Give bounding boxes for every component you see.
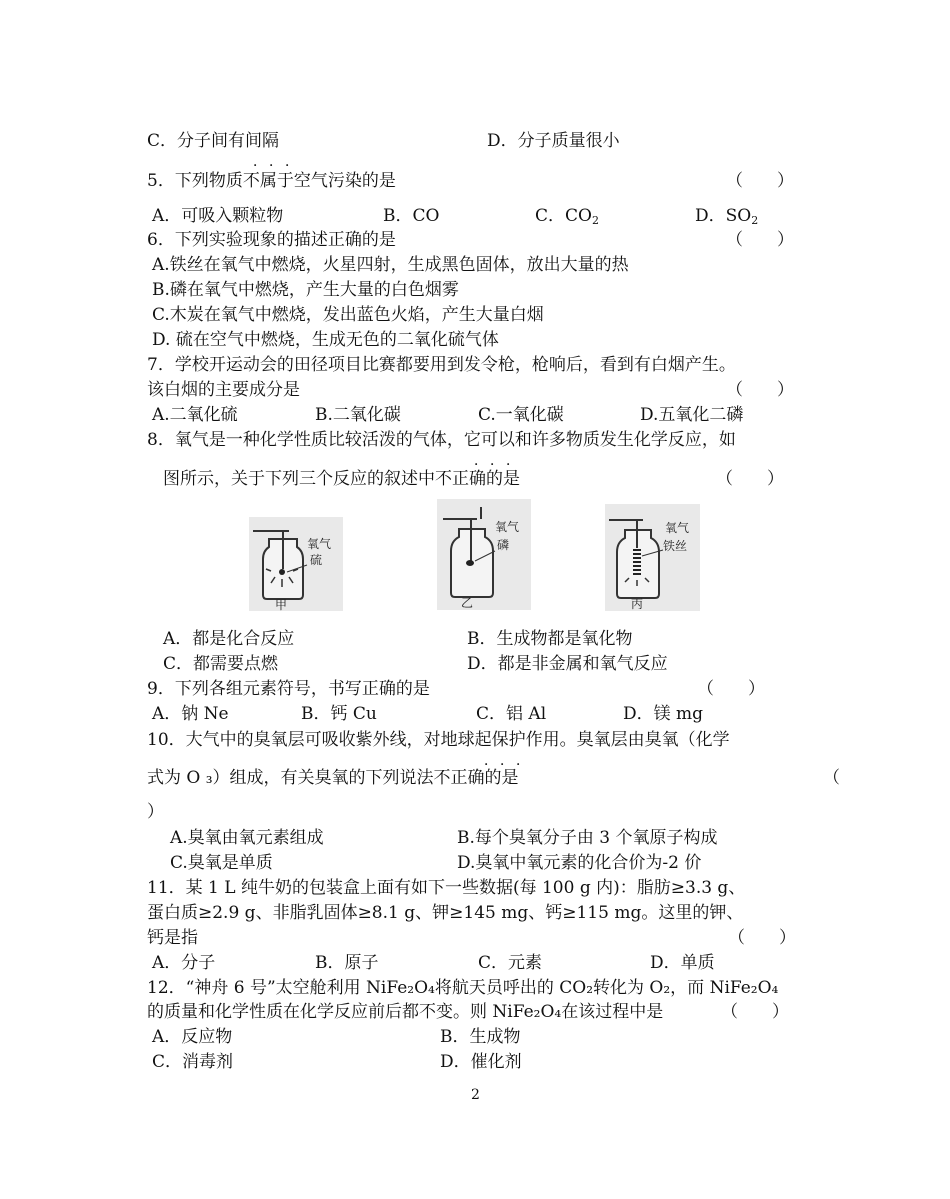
q7-option-b: B.二氧化碳	[315, 405, 401, 425]
emphasis-dots: ．．．	[474, 453, 529, 469]
q9-option-c: C．铝 Al	[476, 704, 547, 724]
q7-option-c: C.一氧化碳	[478, 405, 564, 425]
q5-stem: 5．下列物质不属于空气污染的是	[147, 171, 396, 191]
q8-option-c: C．都需要点燃	[163, 654, 279, 674]
q6-paren: （ ）	[726, 230, 794, 250]
q10-paren-open: （	[823, 768, 840, 788]
q6-option-a: A.铁丝在氧气中燃烧，火星四射，生成黑色固体，放出大量的热	[152, 255, 629, 275]
q7-option-d: D.五氧化二磷	[640, 405, 744, 425]
figure-label-oxygen: 氧气	[495, 520, 520, 534]
q12-option-a: A．反应物	[152, 1027, 233, 1047]
q4-option-c: C．分子间有间隔	[147, 131, 280, 151]
figure-yi-phosphorus-bottle	[437, 499, 531, 610]
q12-stem-line2: 的质量和化学性质在化学反应前后都不变。则 NiFe₂O₄在该过程中是	[147, 1002, 664, 1022]
bottle-icon	[605, 504, 700, 611]
q11-stem-line3: 钙是指	[147, 928, 198, 948]
figure-label-oxygen: 氧气	[307, 537, 332, 551]
q9-option-a: A．钠 Ne	[152, 704, 229, 724]
bottle-icon	[437, 499, 531, 610]
bottle-icon	[249, 517, 343, 611]
q11-stem-line1: 11．某 1 L 纯牛奶的包装盒上面有如下一些数据(每 100 g 内)：脂肪≥3.3 g、	[147, 878, 746, 898]
q10-option-c: C.臭氧是单质	[170, 853, 273, 873]
q12-option-b: B．生成物	[440, 1027, 521, 1047]
emphasis-dots: ．．．	[253, 154, 308, 170]
q10-option-a: A.臭氧由氧元素组成	[170, 828, 324, 848]
q4-option-d: D．分子质量很小	[487, 131, 620, 151]
q5-option-a: A．可吸入颗粒物	[152, 206, 284, 226]
q7-stem-line1: 7．学校开运动会的田径项目比赛都要用到发令枪，枪响后，看到有白烟产生。	[147, 355, 736, 375]
q12-paren: （ ）	[721, 1002, 789, 1022]
q11-option-c: C．元素	[478, 953, 543, 973]
q7-stem-line2: 该白烟的主要成分是	[147, 380, 300, 400]
figure-label-substance: 铁丝	[663, 539, 688, 553]
q11-option-b: B．原子	[315, 953, 379, 973]
q6-option-d: D. 硫在空气中燃烧，生成无色的二氧化硫气体	[152, 330, 499, 350]
q6-option-b: B.磷在氧气中燃烧，产生大量的白色烟雾	[152, 280, 459, 300]
q9-option-b: B．钙 Cu	[301, 704, 377, 724]
figure-jia-sulfur-bottle	[249, 517, 343, 611]
q10-paren-close: ）	[147, 802, 164, 822]
q10-option-b: B.每个臭氧分子由 3 个氧原子构成	[457, 828, 718, 848]
q10-stem-line1: 10．大气中的臭氧层可吸收紫外线，对地球起保护作用。臭氧层由臭氧（化学	[147, 730, 730, 750]
figure-caption: 乙	[461, 596, 474, 610]
q8-stem-line2: 图所示，关于下列三个反应的叙述中不正确的是	[163, 469, 520, 489]
figure-caption: 甲	[275, 598, 288, 611]
q11-option-a: A．分子	[152, 953, 216, 973]
emphasis-dots: ．．．	[484, 753, 539, 769]
q5-paren: （ ）	[726, 171, 794, 191]
q12-option-d: D．催化剂	[440, 1052, 522, 1072]
q8-option-b: B．生成物都是氧化物	[467, 629, 633, 649]
q9-paren: （ ）	[697, 679, 765, 699]
q9-option-d: D．镁 mg	[623, 704, 704, 724]
figure-bing-iron-bottle	[605, 504, 700, 611]
q11-stem-line2: 蛋白质≥2.9 g、非脂乳固体≥8.1 g、钾≥145 mg、钙≥115 mg。这里的钾、	[147, 903, 744, 923]
q6-option-c: C.木炭在氧气中燃烧，发出蓝色火焰，产生大量白烟	[152, 305, 544, 325]
figure-label-substance: 磷	[497, 538, 510, 552]
q7-paren: （ ）	[726, 380, 794, 400]
q12-stem-line1: 12．“神舟 6 号”太空舱利用 NiFe₂O₄将航天员呼出的 CO₂转化为 O₂，而 NiFe₂O₄	[147, 978, 779, 998]
q7-option-a: A.二氧化硫	[152, 405, 238, 425]
q8-paren: （ ）	[716, 469, 784, 489]
q5-option-c: C．$CO_2$	[535, 206, 599, 227]
q5-option-b: B．CO	[383, 206, 440, 226]
q11-option-d: D．单质	[650, 953, 715, 973]
q10-option-d: D.臭氧中氧元素的化合价为-2 价	[457, 853, 702, 873]
q6-stem: 6．下列实验现象的描述正确的是	[147, 230, 396, 250]
figure-label-oxygen: 氧气	[665, 521, 690, 535]
figure-label-substance: 硫	[310, 553, 323, 567]
q10-stem-line2: 式为 O ₃）组成，有关臭氧的下列说法不正确的是	[147, 768, 519, 788]
q5-option-d: D．$SO_2$	[695, 206, 759, 227]
q8-option-d: D．都是非金属和氧气反应	[467, 654, 668, 674]
figure-caption: 丙	[631, 597, 644, 611]
q9-stem: 9．下列各组元素符号，书写正确的是	[147, 679, 430, 699]
page-number: 2	[471, 1087, 480, 1103]
q8-stem-line1: 8．氧气是一种化学性质比较活泼的气体，它可以和许多物质发生化学反应，如	[147, 430, 736, 450]
q12-option-c: C．消毒剂	[152, 1052, 234, 1072]
q8-option-a: A．都是化合反应	[163, 629, 295, 649]
q11-paren: （ ）	[728, 928, 796, 948]
